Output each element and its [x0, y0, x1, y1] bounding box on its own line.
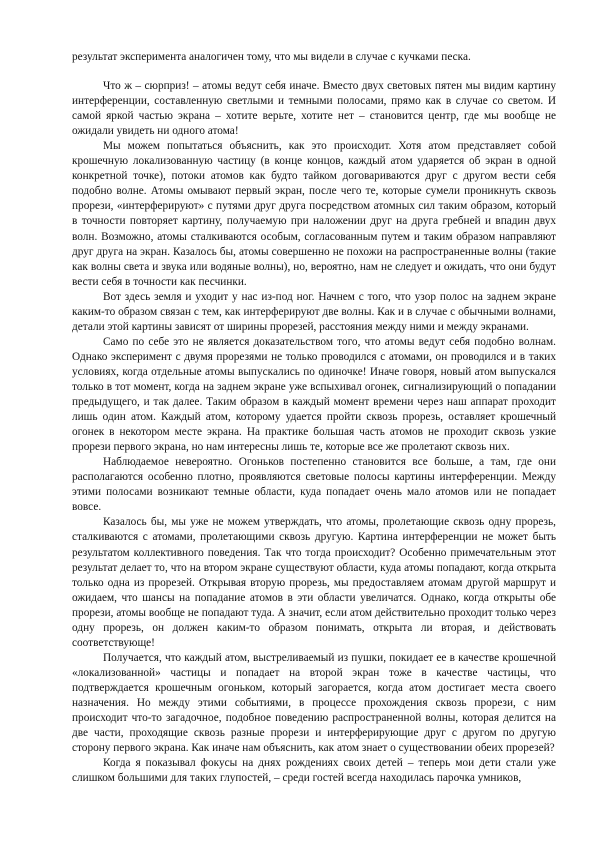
- paragraph-3: Мы можем попытаться объяснить, как это происходит. Хотя атом представляет собой крошечную локализованную частицу (в конце концов, каждый атом ударяется об экран в одной конкретной точке), потоки атомов как будто тайком договариваются друг с другом вести себя подобно волне. Атомы омывают первый экран, после чего те, которые сумели проникнуть сквозь прорези, «интерферируют» с путями друг друга посредством атомных сил таким образом, который в точности повторяет картину, получаемую при наложении друг на друга гребней и впадин двух волн. Возможно, атомы сталкиваются особым, согласованным путем и таким образом направляют друг друга на экран. Казалось бы, атомы совершенно не похожи на распространенные волны (такие как волны света и звука или водяные волны), но, вероятно, нам не следует и ожидать, что они будут вести себя в точности как песчинки.: [72, 140, 556, 288]
- document-page: [72, 50, 556, 786]
- paragraph-gap: [72, 65, 556, 79]
- paragraph-9: Когда я показывал фокусы на днях рождениях своих детей – теперь мои дети стали уже слишком большими для таких глупостей, – среди гостей всегда находилась парочка умников,: [72, 757, 556, 785]
- paragraph-6: Наблюдаемое невероятно. Огоньков постепенно становится все больше, а там, где они располагаются особенно плотно, проявляются световые полосы картины интерференции. Между этими полосами возникают темные области, куда попадает очень мало атомов или не попадает вовсе.: [72, 456, 556, 514]
- paragraph-1: результат эксперимента аналогичен тому, что мы видели в случае с кучками песка.: [72, 51, 471, 63]
- paragraph-5: Само по себе это не является доказательством того, что атомы ведут себя подобно волнам. Однако эксперимент с двумя прорезями не только проводился с атомами, он проводился и в таких условиях, когда отдельные атомы выпускались по одиночке! Иначе говоря, новый атом выпускался только в тот момент, когда на заднем экране уже вспыхивал огонек, сигнализирующий о попадании предыдущего, и так далее. Таким образом в каждый момент времени через наш аппарат проходит лишь один атом. Каждый атом, которому удается пройти сквозь прорезь, оставляет крошечный огонек в некотором месте экрана. На практике большая часть атомов не проходит сквозь узкие прорези первого экрана, но нам интересны лишь те, которые все же пролетают сквозь них.: [72, 335, 556, 454]
- paragraph-4: Вот здесь земля и уходит у нас из-под ног. Начнем с того, что узор полос на заднем экране каким-то образом связан с тем, как интерферируют две волны. Как и в случае с обычными волнами, детали этой картины зависят от ширины прорезей, расстояния между ними и между экранами.: [72, 290, 556, 333]
- paragraph-2: Что ж – сюрприз! – атомы ведут себя иначе. Вместо двух световых пятен мы видим картину интерференции, составленную светлыми и темными полосами, прямо как в случае со светом. И самой яркой частью экрана – хотите верьте, хотите нет – становится центр, где мы вообще не ожидали увидеть ни одного атома!: [72, 80, 556, 138]
- paragraph-8: Получается, что каждый атом, выстреливаемый из пушки, покидает ее в качестве крошечной «локализованной» частицы и попадает на второй экран тоже в качестве частицы, что подтверждается крошечным огоньком, который загорается, когда атом достигает места своего назначения. Но между этими событиями, в процессе прохождения сквозь прорези, с ним происходит что-то загадочное, подобное поведению распространенной волны, которая делится на две части, проходящие сквозь разные прорези и интерферирующие друг с другом по другую сторону первого экрана. Как иначе нам объяснить, как атом знает о существовании обеих прорезей?: [72, 651, 556, 755]
- paragraph-7: Казалось бы, мы уже не можем утверждать, что атомы, пролетающие сквозь одну прорезь, сталкиваются с атомами, пролетающими сквозь другую. Картина интерференции не может быть результатом коллективного поведения. Так что тогда происходит? Особенно примечательным этот результат делает то, что на втором экране существуют области, куда атомы попадают, когда открыта только одна из прорезей. Открывая вторую прорезь, мы предоставляем атомам другой маршрут и ожидаем, что шансы на попадание атомов в эти области увеличатся. Однако, когда открыты обе прорези, атомы вообще не попадают туда. А значит, если атом действительно проходит только через одну прорезь, он должен каким-то образом понимать, открыта ли вторая, и действовать соответствующе!: [72, 516, 556, 649]
